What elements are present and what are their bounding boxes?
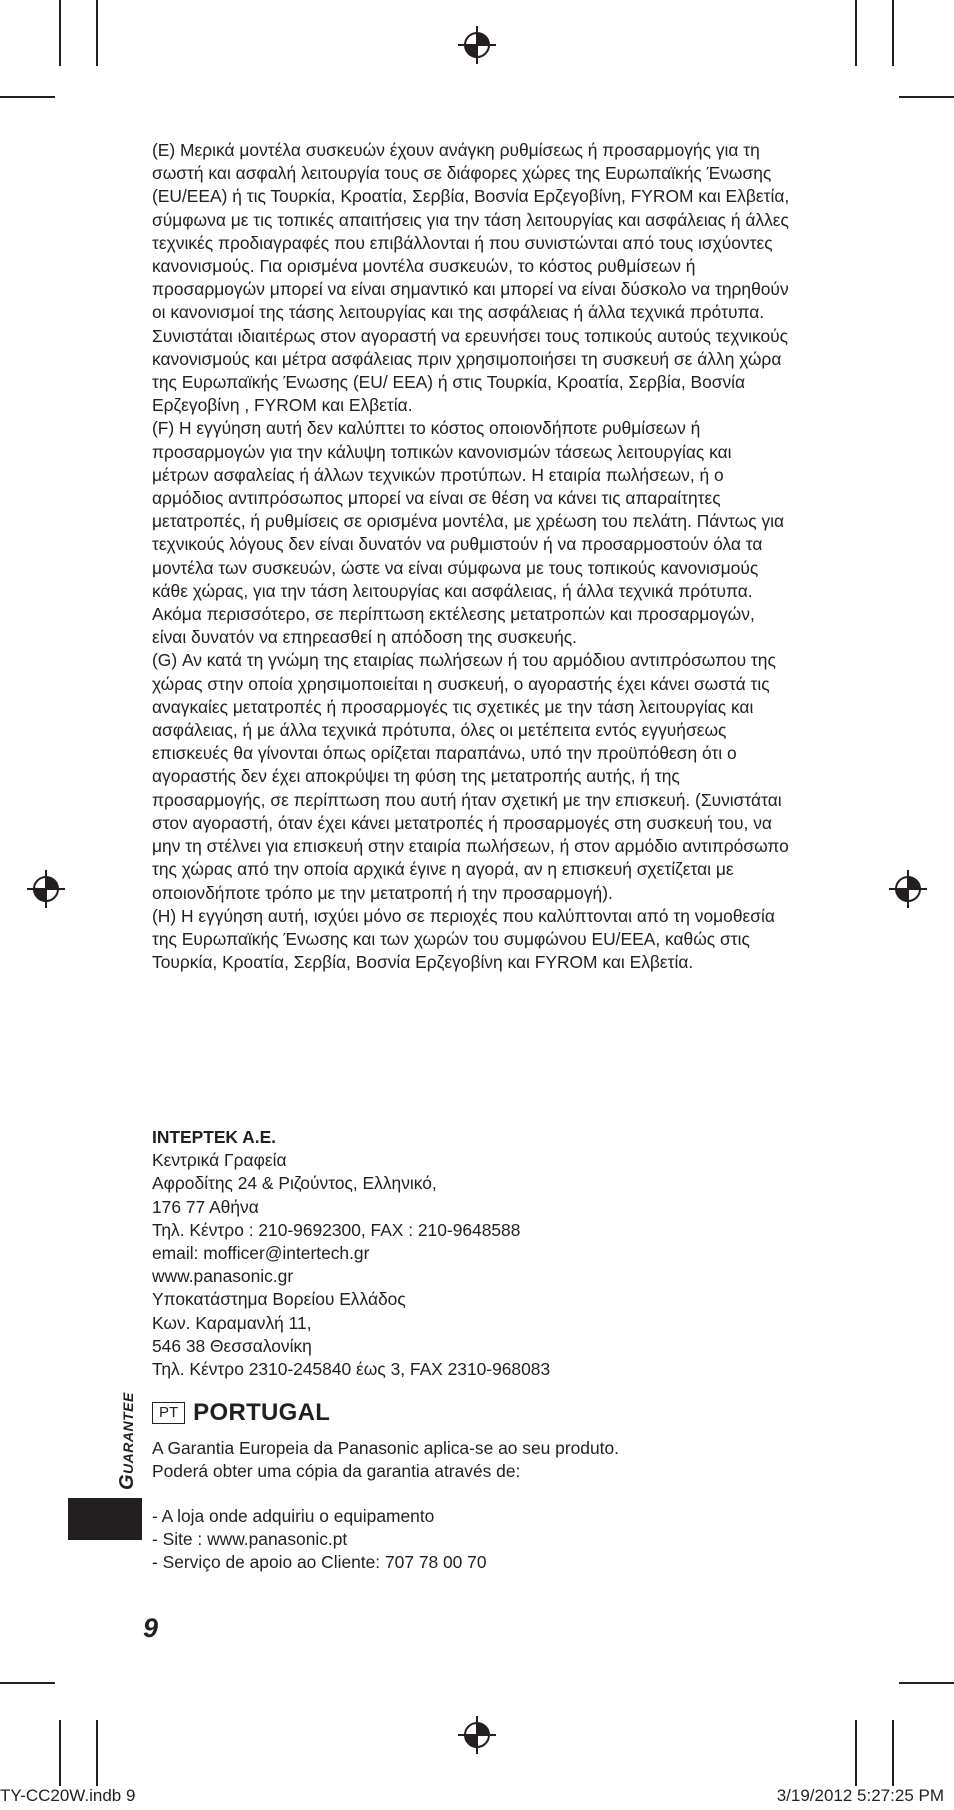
paragraph-f: (F) Η εγγύηση αυτή δεν καλύπτει το κόστος οποιονδήποτε ρυθμίσεων ή προσαρμογών για την κάλυψη τοπικών κανονισμών τάσεως λειτουργίας και μέτρων ασφαλείας ή άλλων τεχνικών προτύπων. Η εταιρία πωλήσεων, ή ο αρμόδιος αντιπρόσωπος μπορεί να είναι σε θέση να κάνει τις απαραίτητες μετατροπές, ή ρυθμίσεις σε ορισμένα μοντέλα, με χρέωση του πελάτη. Πάντως για τεχνικούς λόγους δεν είναι δυνατόν να ρυθμιστούν ή να προσαρμοστούν όλα τα μοντέλα των συσκευών, ώστε να είναι σύμφωνα με τους τοπικούς κανονισμούς κάθε χώρας, για την τάση λειτουργίας και ασφάλειας, ή άλλα τεχνικά πρότυπα. Ακόμα περισσότερο, σε περίπτωση εκτέλεσης μετατροπών και προσαρμογών, είναι δυνατόν να επηρεασθεί η απόδοση της συσκευής. [152,418,785,648]
footer-file-name: TY-CC20W.indb 9 [0,1786,136,1805]
registration-mark-icon [25,868,67,910]
list-item: - A loja onde adquiriu o equipamento [152,1506,435,1526]
address-line: Κεντρικά Γραφεία [152,1150,287,1171]
country-code-badge: PT [152,1402,185,1424]
address-line: 546 38 Θεσσαλονίκη [152,1335,312,1356]
crop-mark [855,0,857,66]
registration-mark-icon [456,24,498,66]
crop-mark [96,0,98,66]
address-line: Τηλ. Κέντρο 2310-245840 έως 3, FAX 2310-968083 [152,1359,551,1380]
intro-line: Poderá obter uma cópia da garantia através de: [152,1461,521,1482]
portugal-contact-list [152,1505,487,1575]
crop-mark [96,1720,98,1786]
paragraph-h: (H) Η εγγύηση αυτή, ισχύει μόνο σε περιοχές που καλύπτονται από τη νομοθεσία της Ευρωπαϊκής Ένωσης και των χωρών του συμφώνου EU/EEA, καθώς στις Τουρκία, Κροατία, Σερβία, Βοσνία Ερζεγοβίνη και FYROM και Ελβετία. [152,905,775,973]
address-line: Κων. Καραμανλή 11, [152,1312,312,1333]
address-line: Αφροδίτης 24 & Ριζούντος, Ελληνικό, [152,1173,437,1194]
section-side-label [116,1392,139,1490]
registration-mark-icon [887,868,929,910]
address-line: 176 77 Αθήνα [152,1196,259,1217]
address-line: email: mofficer@intertech.gr [152,1243,370,1264]
side-label-initial: G [116,1473,138,1490]
company-name: INTEPTEK A.E. [152,1127,277,1147]
section-tab [68,1498,142,1540]
crop-mark [892,1720,894,1786]
crop-mark [892,0,894,66]
warranty-conditions [152,139,792,974]
crop-mark [59,0,61,66]
crop-mark [855,1720,857,1786]
side-label-rest: UARANTEE [120,1392,136,1474]
portugal-title [152,1398,330,1428]
address-line: Υποκατάστημα Βορείου Ελλάδος [152,1289,406,1310]
registration-mark-icon [456,1714,498,1756]
portugal-intro [152,1437,792,1483]
address-line: www.panasonic.gr [152,1266,294,1287]
crop-mark [0,1682,55,1684]
address-line: Τηλ. Κέντρο : 210-9692300, FAX : 210-9648588 [152,1219,521,1240]
crop-mark [0,96,55,98]
country-heading: PORTUGAL [193,1399,331,1426]
list-item: - Serviço de apoio ao Cliente: 707 78 00 70 [152,1552,487,1573]
paragraph-e: (E) Μερικά μοντέλα συσκευών έχουν ανάγκη ρυθμίσεως ή προσαρμογής για τη σωστή και ασφαλή λειτουργία τους σε διάφορες χώρες της Ευρωπαϊκής Ένωσης (EU/EEA) ή τις Τουρκία, Κροατία, Σερβία, Βοσνία Ερζεγοβίνη, FYROM και Ελβετία, σύμφωνα με τις τοπικές απαιτήσεις για την τάση λειτουργίας και ασφάλειας ή άλλες τεχνικές προδιαγραφές που επιβάλλονται ή που συνιστώνται από τους ισχύοντες κανονισμούς. Για ορισμένα μοντέλα συσκευών, το κόστος ρυθμίσεων ή προσαρμογών μπορεί να είναι σημαντικό και μπορεί να είναι δύσκολο να τηρηθούν οι κανονισμοί της τάσης λειτουργίας και της ασφάλειας ή άλλα τεχνικά πρότυπα. Συνιστάται ιδιαιτέρως στον αγοραστή να ερευνήσει τους τοπικούς αυτούς τεχνικούς κανονισμούς και μέτρα ασφάλειας πριν χρησιμοποιήσει τη συσκευή σε άλλη χώρα της Ευρωπαϊκής Ένωσης (EU/ EEA) ή στις Τουρκία, Κροατία, Σερβία, Βοσνία Ερζεγοβίνη , FYROM και Ελβετία. [152,140,790,416]
crop-mark [59,1720,61,1786]
footer-timestamp: 3/19/2012 5:27:25 PM [776,1786,944,1805]
crop-mark [899,1682,954,1684]
list-item: - Site : www.panasonic.pt [152,1529,348,1550]
crop-mark [899,96,954,98]
intro-line: A Garantia Europeia da Panasonic aplica-se ao seu produto. [152,1438,619,1458]
address-block [152,1126,792,1381]
page-number: 9 [143,1613,159,1643]
paragraph-g: (G) Αν κατά τη γνώμη της εταιρίας πωλήσεων ή του αρμόδιου αντιπρόσωπου της χώρας στην οποία χρησιμοποιείται η συσκευή, ο αγοραστής έχει κάνει σωστά τις αναγκαίες μετατροπές ή προσαρμογές τις σχετικές με την τάση λειτουργίας και ασφάλειας, ή με άλλα τεχνικά πρότυπα, όλες οι μετέπειτα εντός εγγυήσεως επισκευές θα γίνονται όπως ορίζεται παραπάνω, υπό την προϋπόθεση ότι ο αγοραστής δεν έχει αποκρύψει τη φύση της μετατροπής αυτής, ή της προσαρμογής, σε περίπτωση που αυτή ήταν σχετική με την επισκευή. (Συνιστάται στον αγοραστή, όταν έχει κάνει μετατροπές ή προσαρμογές στη συσκευή του, να μην τη στέλνει για επισκευή στην εταιρία πωλήσεων, ή στον αρμόδιο αντιπρόσωπο της χώρας από την οποία αρχικά έγινε η αγορά, αν η επισκευή σχετίζεται με οποιονδήποτε τρόπο με την μετατροπή ή την προσαρμογή). [152,650,789,903]
